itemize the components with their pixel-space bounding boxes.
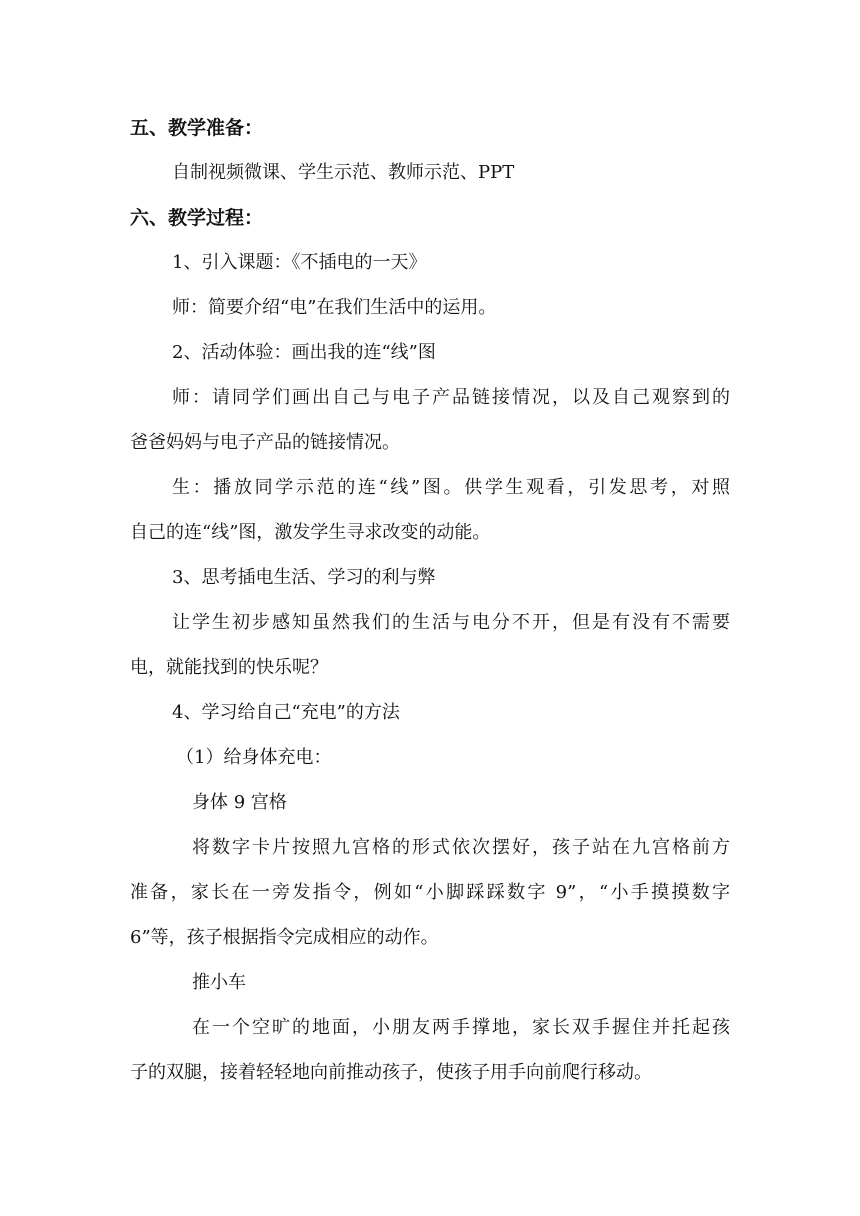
step-2-student-line-1: 生：播放同学示范的连“线”图。供学生观看，引发思考，对照	[172, 477, 730, 498]
step-2-student-line-2: 自己的连“线”图，激发学生寻求改变的动能。	[130, 522, 491, 543]
step-3-title: 3、思考插电生活、学习的利与弊	[172, 567, 436, 588]
step-2-teacher-line-2: 爸爸妈妈与电子产品的链接情况。	[130, 432, 400, 453]
activity-2-name: 推小车	[192, 972, 246, 993]
activity-2-line-2: 子的双腿，接着轻轻地向前推动孩子，使孩子用手向前爬行移动。	[130, 1062, 652, 1083]
activity-1-line-2: 准备，家长在一旁发指令，例如“小脚踩踩数字 9”，“小手摸摸数字	[130, 882, 730, 903]
section-6-heading: 六、教学过程：	[130, 207, 264, 229]
step-4-title: 4、学习给自己“充电”的方法	[172, 702, 400, 723]
step-3-text-line-1: 让学生初步感知虽然我们的生活与电分不开，但是有没有不需要	[172, 612, 730, 633]
step-2-teacher-line-1: 师：请同学们画出自己与电子产品链接情况，以及自己观察到的	[172, 387, 730, 408]
step-4-sub-1-title: （1）给身体充电：	[176, 747, 332, 768]
activity-1-line-3: 6”等，孩子根据指令完成相应的动作。	[130, 927, 439, 948]
activity-1-line-1: 将数字卡片按照九宫格的形式依次摆好，孩子站在九宫格前方	[192, 837, 730, 858]
materials-text: 自制视频微课、学生示范、教师示范、PPT	[172, 162, 515, 183]
step-2-title: 2、活动体验：画出我的连“线”图	[172, 342, 436, 363]
section-5-heading: 五、教学准备：	[130, 117, 264, 139]
step-1-teacher-text: 师：简要介绍“电”在我们生活中的运用。	[172, 297, 497, 318]
activity-2-line-1: 在一个空旷的地面，小朋友两手撑地，家长双手握住并托起孩	[192, 1017, 730, 1038]
step-3-text-line-2: 电，就能找到的快乐呢？	[130, 657, 328, 678]
step-1-title: 1、引入课题：《不插电的一天》	[172, 252, 427, 273]
activity-1-name: 身体 9 宫格	[192, 792, 287, 813]
